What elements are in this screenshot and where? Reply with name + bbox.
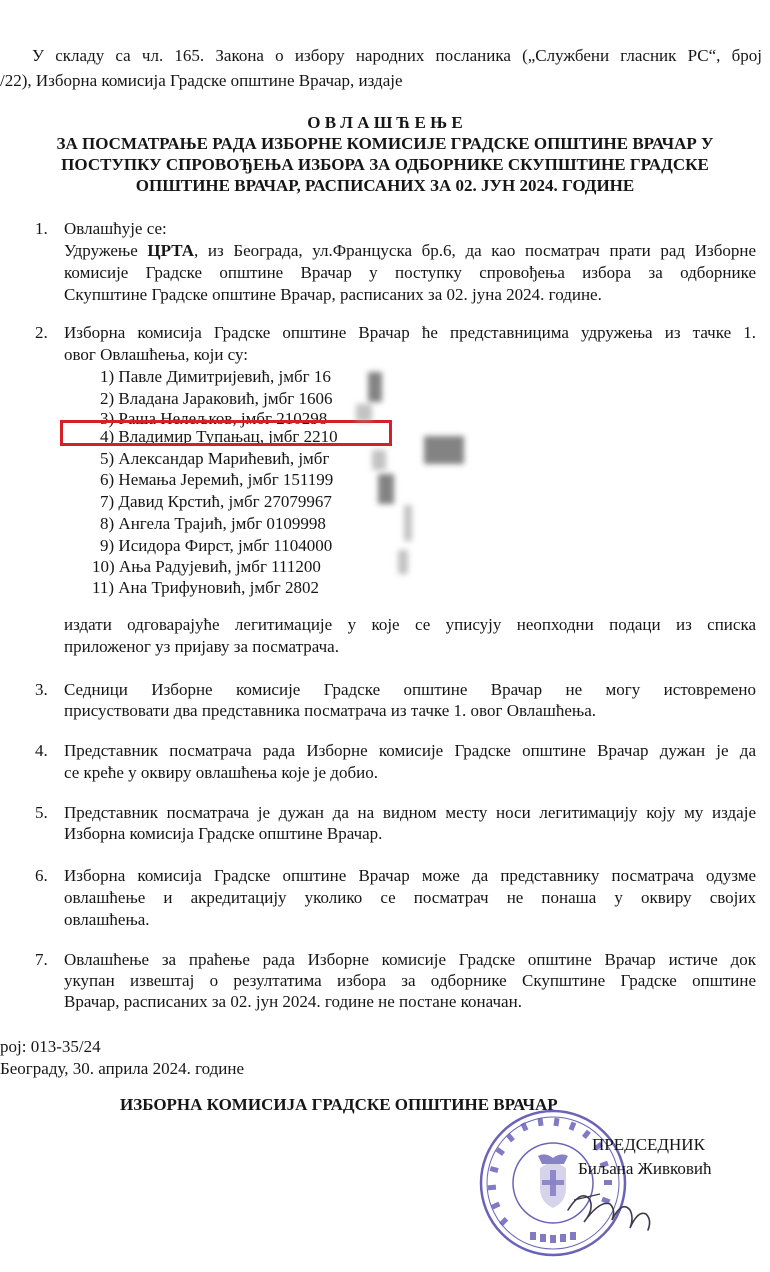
- document-heading: О В Л А Ш Ћ Е Њ Е: [307, 113, 463, 132]
- place-date: Београду, 30. априла 2024. године: [0, 1059, 245, 1078]
- reference-number: рој: 013-35/24: [0, 1037, 101, 1056]
- title-line-1: ЗА ПОСМАТРАЊЕ РАДА ИЗБОРНЕ КОМИСИЈЕ ГРАДСКЕ ОПШТИНЕ ВРАЧАР У: [56, 134, 714, 153]
- redaction-blur: [372, 450, 386, 470]
- person-10: 10) Ања Радујевић, јмбг 111200: [92, 557, 321, 576]
- item-4-line-1: Представник посматрача рада Изборне комисије Градске општине Врачар дужан је да: [64, 741, 756, 760]
- item-7-line-2: укупан извештај о резултатима избора за одборнике Скупштине Градске општине: [64, 971, 756, 990]
- item-5-line-1: Представник посматрача је дужан да на видном месту носи легитимацију коју му издаје: [64, 803, 756, 822]
- item-3-number: 3.: [35, 680, 48, 699]
- item-1-line-3: Скупштине Градске општине Врачар, расписаних за 02. јуна 2024. године.: [64, 285, 602, 304]
- item-6-line-2: овлашћење и акредитацију уколико се посматрач не понаша у оквиру својих: [64, 888, 756, 907]
- item-6-number: 6.: [35, 866, 48, 885]
- redaction-blur: [424, 436, 464, 464]
- signature: [560, 1170, 660, 1240]
- title-line-2: ПОСТУПКУ СПРОВОЂЕЊА ИЗБОРА ЗА ОДБОРНИКЕ СКУПШТИНЕ ГРАДСКЕ: [61, 155, 709, 174]
- president-name: Биљана Живковић: [578, 1159, 712, 1178]
- person-4: 4) Владимир Тупањац, јмбг 2210: [100, 427, 338, 446]
- president-title: ПРЕДСЕДНИК: [592, 1135, 705, 1154]
- item-5-line-2: Изборна комисија Градске општине Врачар.: [64, 824, 383, 843]
- item-1-lead: Овлашћује се:: [64, 219, 167, 238]
- intro-line-1: У складу са чл. 165. Закона о избору народних посланика („Службени гласник РС“, број: [32, 46, 762, 65]
- person-6: 6) Немања Јеремић, јмбг 151199: [100, 470, 334, 489]
- person-2: 2) Владана Јараковић, јмбг 1606: [100, 389, 333, 408]
- org-name: ЦРТА: [147, 241, 194, 260]
- person-1: 1) Павле Димитријевић, јмбг 16: [100, 367, 331, 386]
- item-1-number: 1.: [35, 219, 48, 238]
- person-7: 7) Давид Крстић, јмбг 27079967: [100, 492, 332, 511]
- item-5-number: 5.: [35, 803, 48, 822]
- item-3-line-2: присуствовати два представника посматрача из тачке 1. овог Овлашћења.: [64, 701, 597, 720]
- title-line-3: ОПШТИНЕ ВРАЧАР, РАСПИСАНИХ ЗА 02. ЈУН 2024. ГОДИНЕ: [135, 176, 635, 195]
- item-2-after-2: приложеног уз пријаву за посматрача.: [64, 637, 339, 656]
- item-2-after-1: издати одговарајуће легитимације у које се уписују неопходни подаци из списка: [64, 615, 756, 634]
- item-2-number: 2.: [35, 323, 48, 342]
- person-5: 5) Александар Марићевић, јмбг: [100, 449, 330, 468]
- person-11: 11) Ана Трифуновић, јмбг 2802: [92, 578, 319, 597]
- item-7-line-1: Овлашћење за праћење рада Изборне комисије Градске општине Врачар истиче док: [64, 950, 756, 969]
- item-6-line-1: Изборна комисија Градске општине Врачар може да представнику посматрача одузме: [64, 866, 756, 885]
- item-7-number: 7.: [35, 950, 48, 969]
- redaction-blur: [378, 474, 394, 504]
- item-4-line-2: се креће у оквиру овлашћења које је добио.: [64, 763, 378, 782]
- commission-name: ИЗБОРНА КОМИСИЈА ГРАДСКЕ ОПШТИНЕ ВРАЧАР: [120, 1095, 558, 1114]
- redaction-blur: [404, 505, 412, 541]
- person-3: 3) Раша Нелељков, јмбг 210298: [100, 409, 328, 428]
- redaction-blur: [368, 372, 382, 402]
- item-2-line-1: Изборна комисија Градске општине Врачар ће представницима удружења из тачке 1.: [64, 323, 756, 342]
- item-6-line-3: овлашћења.: [64, 910, 150, 929]
- item-1-line-2: комисије Градске општине Врачар у поступку спровођења избора за одборнике: [64, 263, 756, 282]
- highlight-box: [60, 420, 392, 446]
- item-2-line-2: овог Овлашћења, који су:: [64, 345, 249, 364]
- person-9: 9) Исидора Фирст, јмбг 1104000: [100, 536, 333, 555]
- person-8: 8) Ангела Трајић, јмбг 0109998: [100, 514, 326, 533]
- item-4-number: 4.: [35, 741, 48, 760]
- intro-line-2: /22), Изборна комисија Градске општине Врачар, издаје: [0, 71, 403, 90]
- redaction-blur: [398, 550, 408, 574]
- item-1-line-1: Удружење ЦРТА, из Београда, ул.Француска бр.6, да као посматрач прати рад Изборне: [64, 241, 756, 260]
- item-3-line-1: Седници Изборне комисије Градске општине Врачар не могу истовремено: [64, 680, 756, 699]
- item-7-line-3: Врачар, расписаних за 02. јун 2024. године не постане коначан.: [64, 992, 522, 1011]
- redaction-blur: [356, 404, 372, 422]
